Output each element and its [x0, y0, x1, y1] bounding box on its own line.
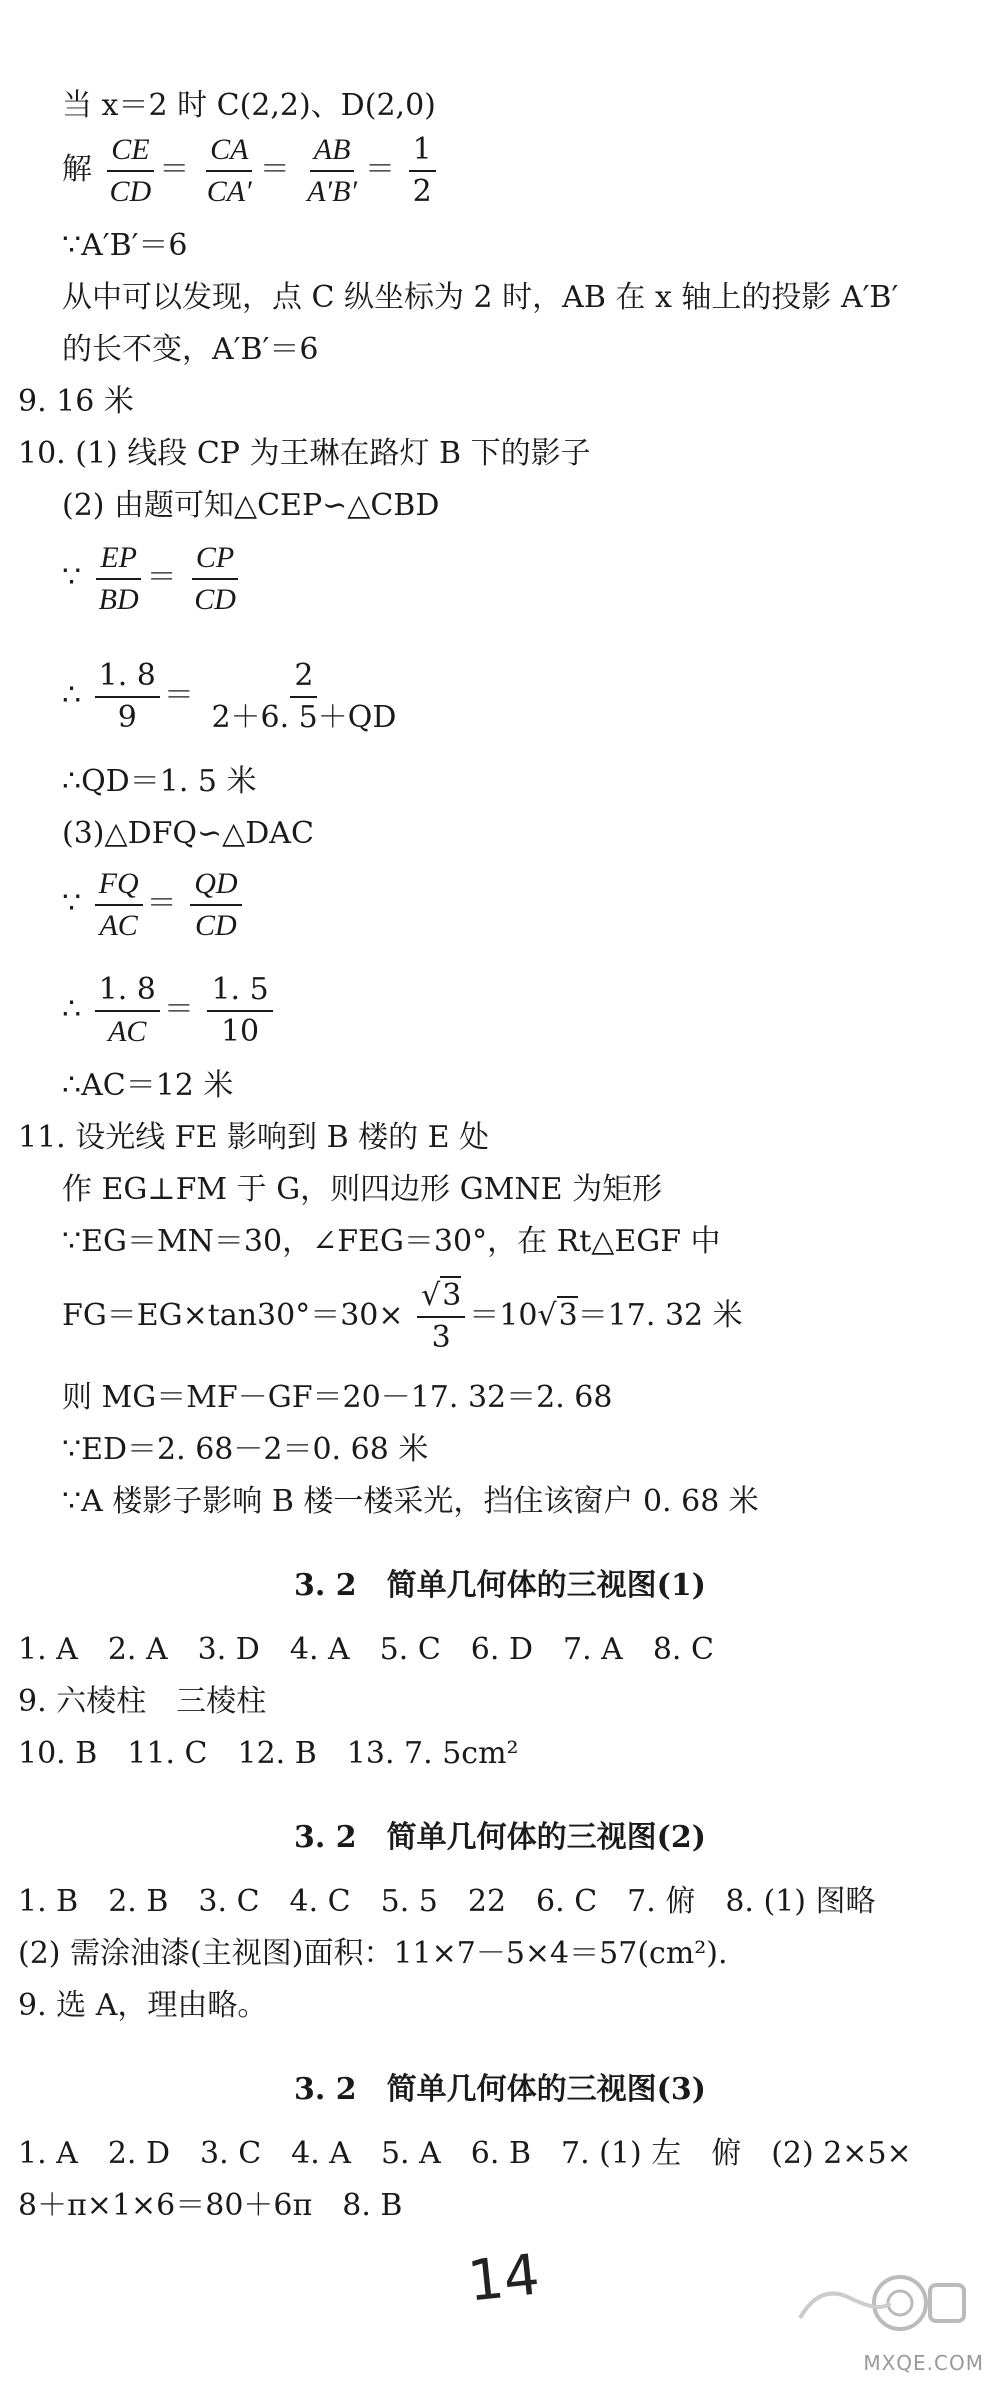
line-10-fractions: ∴ $\frac{1. 8}{9}$ ＝ $\frac{2}{2+6. 5+QD}$	[62, 648, 404, 744]
section-heading-2: 3. 2 简单几何体的三视图(2)	[294, 1820, 706, 1855]
fraction-ep-bd: $\frac{EP}{BD}$	[95, 538, 143, 620]
line-17: 作 EG⊥FM 于 G，则四边形 GMNE 为矩形	[62, 1172, 663, 1207]
line-21: ∵ED＝2. 68－2＝0. 68 米	[62, 1432, 429, 1467]
line-20: 则 MG＝MF－GF＝20－17. 32＝2. 68	[62, 1380, 613, 1415]
section-2-answer-line: 1. B 2. B 3. C 4. C 5. 5 22 6. C 7. 俯 8. (1) 图略	[18, 1884, 876, 1919]
section-2-answer-line: 9. 选 A，理由略。	[18, 1988, 268, 2023]
fraction-ce-cd: $\frac{CE}{CD}$	[106, 130, 156, 212]
line-5: 的长不变，A′B′＝6	[62, 332, 319, 367]
fraction-1.8-ac: $\frac{1. 8}{AC}$	[95, 970, 160, 1052]
solve-label: 解	[62, 152, 92, 187]
section-heading-3: 3. 2 简单几何体的三视图(3)	[294, 2072, 706, 2107]
line-15: ∴AC＝12 米	[62, 1068, 234, 1103]
line-13-fractions: ∵ $\frac{FQ}{AC}$ ＝ $\frac{QD}{CD}$	[62, 856, 246, 952]
line-11: ∴QD＝1. 5 米	[62, 764, 257, 799]
section-1-answer-line: 9. 六棱柱 三棱柱	[18, 1684, 267, 1719]
watermark-logo-icon	[780, 2263, 980, 2363]
fraction-1-2: $\frac{1}{2}$	[409, 130, 436, 212]
answer-10-1: 10. (1) 线段 CP 为王琳在路灯 B 下的影子	[18, 436, 591, 471]
answer-11: 11. 设光线 FE 影响到 B 楼的 E 处	[18, 1120, 490, 1155]
fraction-cp-cd: $\frac{CP}{CD}$	[190, 538, 240, 620]
fraction-1.5-10: $\frac{1. 5}{10}$	[207, 970, 272, 1052]
line-9-fractions: ∵ $\frac{EP}{BD}$ ＝ $\frac{CP}{CD}$	[62, 530, 244, 626]
line-22: ∵A 楼影子影响 B 楼一楼采光，挡住该窗户 0. 68 米	[62, 1484, 759, 1519]
line-19-formula: FG＝EG×tan30°＝30× $\frac{√3}{3}$ ＝10√3＝17. 32 米	[62, 1268, 743, 1364]
fraction-2-sum: $\frac{2}{2+6. 5+QD}$	[211, 658, 397, 735]
fraction-ca-ca: $\frac{CA}{CA'}$	[203, 130, 256, 212]
line-18: ∵EG＝MN＝30，∠FEG＝30°，在 Rt△EGF 中	[62, 1224, 721, 1259]
fraction-1.8-9: $\frac{1. 8}{9}$	[95, 656, 160, 738]
answer-10-3: (3)△DFQ∽△DAC	[62, 816, 314, 851]
line-3: ∵A′B′＝6	[62, 228, 188, 263]
line-14-fractions: ∴ $\frac{1. 8}{AC}$ ＝ $\frac{1. 5}{10}$	[62, 962, 277, 1058]
fraction-ab-ab: $\frac{AB}{A'B'}$	[303, 130, 361, 212]
line-1: 当 x＝2 时 C(2,2)、D(2,0)	[62, 88, 436, 123]
watermark-text: MXQE.COM	[863, 2351, 984, 2375]
fraction-qd-cd: $\frac{QD}{CD}$	[190, 864, 241, 946]
section-1-answer-line: 10. B 11. C 12. B 13. 7. 5cm²	[18, 1736, 519, 1771]
fraction-root3-3: $\frac{√3}{3}$	[417, 1276, 465, 1358]
answer-9: 9. 16 米	[18, 384, 134, 419]
page-number: 14	[464, 2242, 543, 2315]
line-2-fraction-chain: 解 $\frac{CE}{CD}$ ＝ $\frac{CA}{CA'}$ ＝ $\frac{AB}{A'B'}$ ＝ $\frac{1}{2}$	[62, 122, 440, 218]
section-3-answer-line: 8＋π×1×6＝80＋6π 8. B	[18, 2188, 403, 2223]
answer-10-2: (2) 由题可知△CEP∽△CBD	[62, 488, 440, 523]
section-3-answer-line: 1. A 2. D 3. C 4. A 5. A 6. B 7. (1) 左 俯 (2) 2×5×	[18, 2136, 912, 2171]
line-4: 从中可以发现，点 C 纵坐标为 2 时，AB 在 x 轴上的投影 A′B′	[62, 280, 899, 315]
section-2-answer-line: (2) 需涂油漆(主视图)面积：11×7－5×4＝57(cm²).	[18, 1936, 728, 1971]
fraction-fq-ac: $\frac{FQ}{AC}$	[95, 864, 143, 946]
section-heading-1: 3. 2 简单几何体的三视图(1)	[294, 1568, 706, 1603]
section-1-answer-line: 1. A 2. A 3. D 4. A 5. C 6. D 7. A 8. C	[18, 1632, 714, 1667]
